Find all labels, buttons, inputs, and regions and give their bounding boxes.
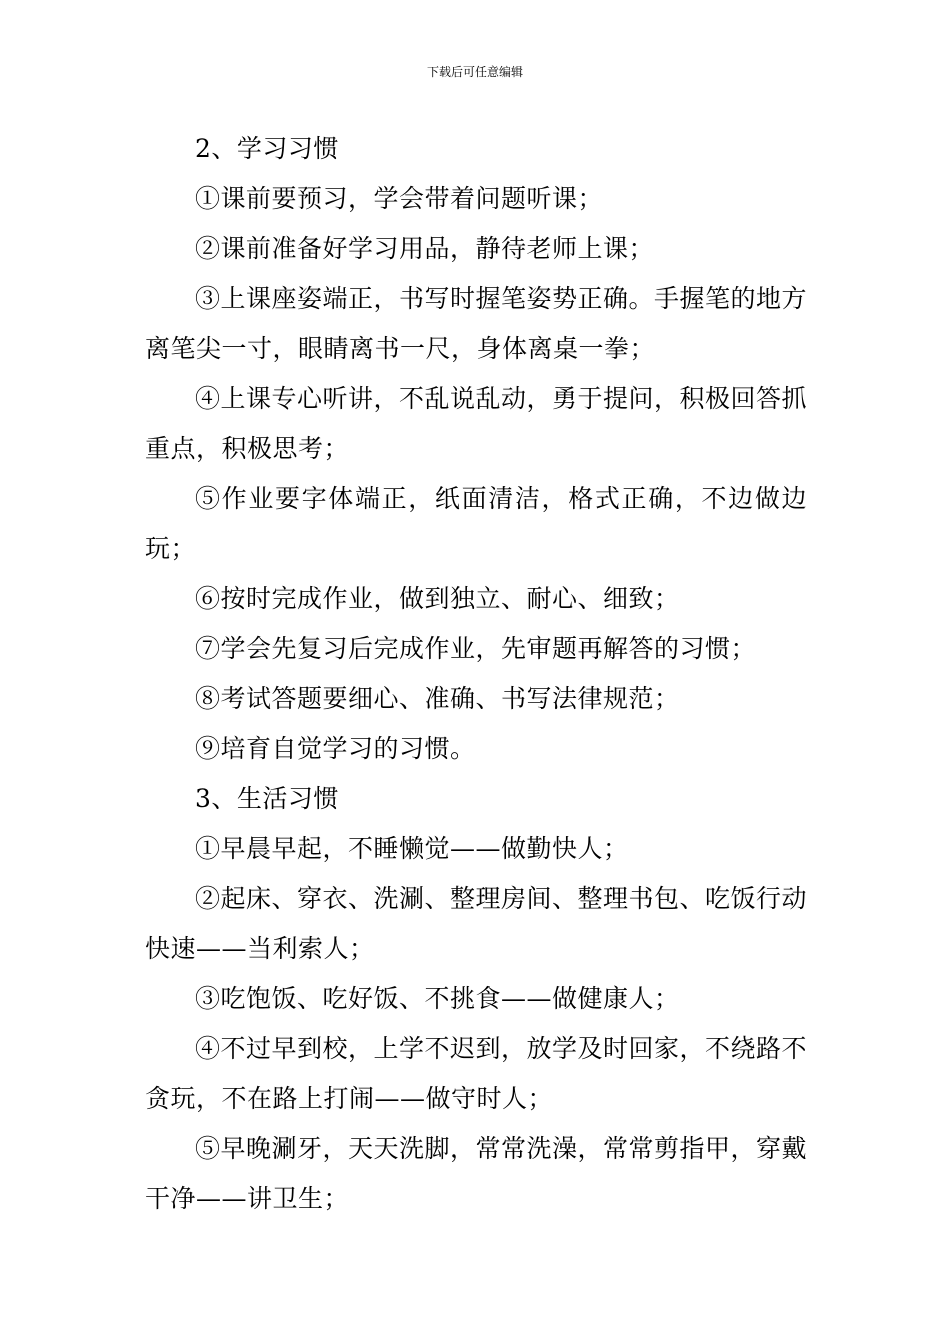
list-item: ③上课座姿端正，书写时握笔姿势正确。手握笔的地方离笔尖一寸，眼睛离书一尺，身体离桌一拳； [145,284,808,363]
list-item: ④不过早到校，上学不迟到，放学及时回家，不绕路不贪玩，不在路上打闹——做守时人； [145,1034,808,1113]
list-item: ①课前要预习，学会带着问题听课； [195,184,604,213]
list-item: ④上课专心听讲，不乱说乱动，勇于提问，积极回答抓重点，积极思考； [145,384,808,463]
list-item: ⑦学会先复习后完成作业，先审题再解答的习惯； [195,634,757,663]
document-body [145,124,807,1224]
section-heading-life-habits: 3、生活习惯 [195,784,339,813]
list-item: ⑥按时完成作业，做到独立、耐心、细致； [195,584,680,613]
list-item: ②课前准备好学习用品，静待老师上课； [195,234,655,263]
list-item: ③吃饱饭、吃好饭、不挑食——做健康人； [195,984,680,1013]
page-header: 下载后可任意编辑 [426,65,523,79]
list-item: ⑨培育自觉学习的习惯。 [195,734,476,763]
list-item: ⑤早晚涮牙，天天洗脚，常常洗澡，常常剪指甲，穿戴干净——讲卫生； [145,1134,808,1213]
list-item: ②起床、穿衣、洗涮、整理房间、整理书包、吃饭行动快速——当利索人； [145,884,808,963]
list-item: ⑤作业要字体端正，纸面清洁，格式正确，不边做边玩； [145,484,807,563]
list-item: ①早晨早起，不睡懒觉——做勤快人； [195,834,629,863]
list-item: ⑧考试答题要细心、准确、书写法律规范； [195,684,680,713]
section-heading-study-habits: 2、学习习惯 [195,134,339,163]
